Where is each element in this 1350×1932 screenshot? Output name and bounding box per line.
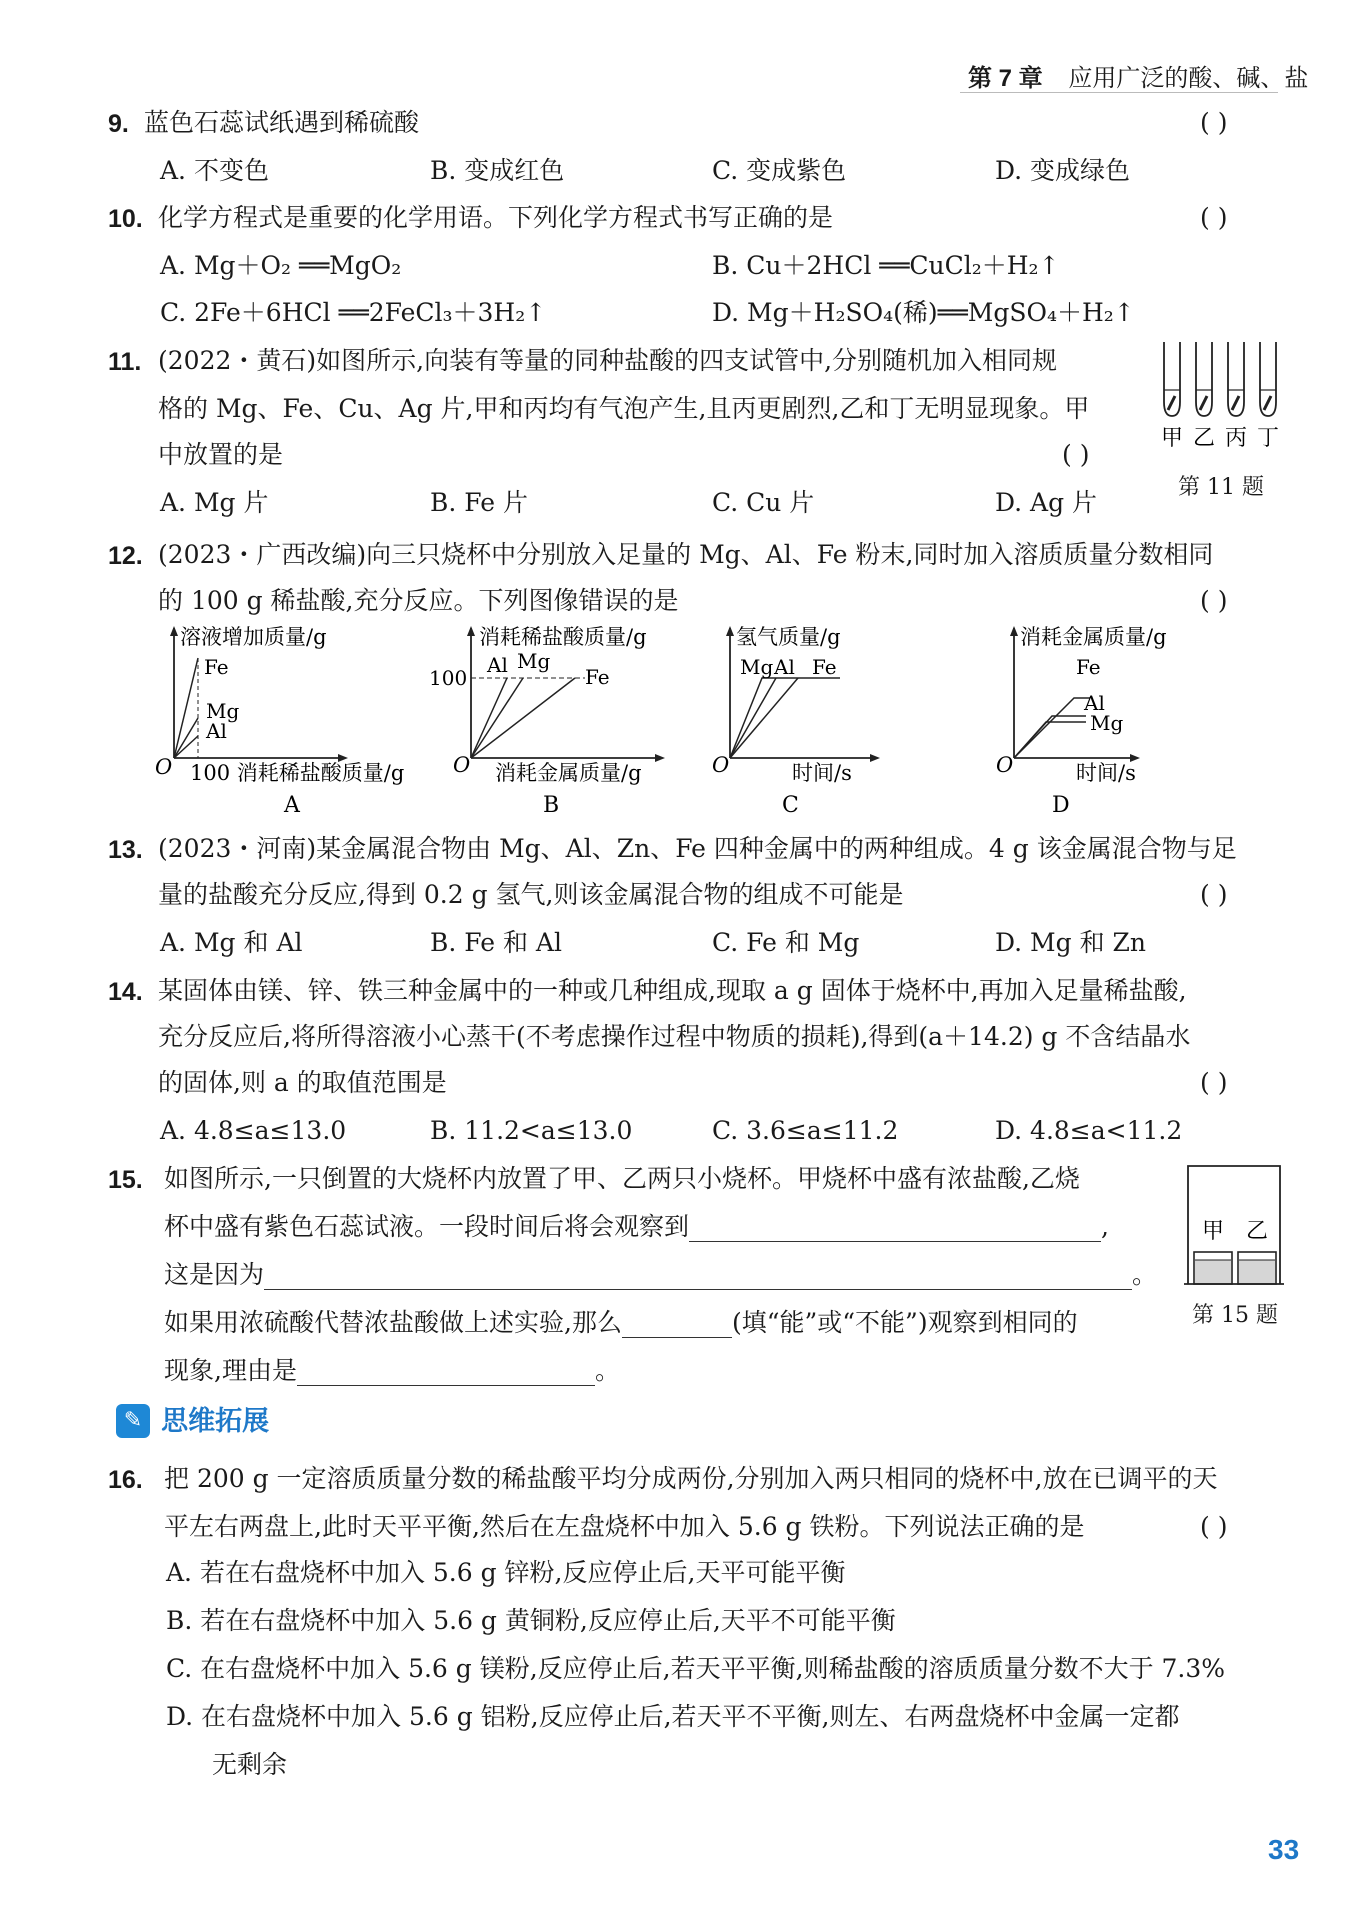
q14-line3: 的固体,则 a 的取值范围是 <box>158 1068 447 1097</box>
q16-option-d: D. 在右盘烧杯中加入 5.6 g 铝粉,反应停止后,若天平不平衡,则左、右两盘烧杯中金属一定都 <box>166 1702 1180 1731</box>
test-tube-1 <box>1164 342 1180 416</box>
q13-answer-paren: ( ) <box>1200 880 1228 909</box>
q10-option-a: A. Mg＋O₂ ══MgO₂ <box>160 251 402 280</box>
graph-c-series-fe: Fe <box>812 655 837 679</box>
q16-option-c: C. 在右盘烧杯中加入 5.6 g 镁粉,反应停止后,若天平平衡,则稀盐酸的溶质质量分数不大于 7.3% <box>166 1654 1226 1683</box>
q9-option-b: B. 变成红色 <box>430 156 565 185</box>
graph-c-series-al: Al <box>774 655 795 679</box>
q9-answer-paren: ( ) <box>1200 108 1228 137</box>
header-rule <box>960 92 1278 93</box>
q15-line2-row <box>164 1212 1109 1242</box>
graph-d-series-mg: Mg <box>1090 711 1124 735</box>
q15-line3: 这是因为 <box>164 1260 265 1289</box>
small-beaker-yi <box>1238 1252 1276 1284</box>
q15-line3-row <box>164 1260 1157 1290</box>
q15-line5-end: 。 <box>594 1356 620 1385</box>
q16-option-a: A. 若在右盘烧杯中加入 5.6 g 锌粉,反应停止后,天平可能平衡 <box>166 1558 846 1587</box>
q14-answer-paren: ( ) <box>1200 1068 1228 1097</box>
tube-label-yi: 乙 <box>1193 426 1216 451</box>
graph-d-ylabel: 消耗金属质量/g <box>1020 625 1167 649</box>
q14-option-c: C. 3.6≤a≤11.2 <box>712 1116 899 1145</box>
test-tube-2 <box>1196 342 1212 416</box>
graph-b-ytick: 100 <box>429 666 468 690</box>
q15-can-cannot-blank[interactable] <box>622 1313 732 1338</box>
q10-option-c: C. 2Fe＋6HCl ══2FeCl₃＋3H₂↑ <box>160 298 547 327</box>
q14-option-a: A. 4.8≤a≤13.0 <box>160 1116 347 1145</box>
pencil-icon: ✎ <box>116 1404 150 1438</box>
q9-option-a: A. 不变色 <box>160 156 269 185</box>
q15-line4-row <box>164 1308 1078 1338</box>
q12-graph-a <box>150 622 440 822</box>
small-beaker-jia <box>1194 1252 1232 1284</box>
section-title: 思维拓展 <box>161 1406 270 1436</box>
q9-number: 9. <box>108 110 129 138</box>
graph-c-series-mg: Mg <box>740 655 774 679</box>
q15-line3-end: 。 <box>1132 1260 1158 1289</box>
graph-a-series-fe: Fe <box>204 655 229 679</box>
q15-observation-blank[interactable] <box>689 1217 1101 1242</box>
q12-line1: (2023・广西改编)向三只烧杯中分别放入足量的 Mg、Al、Fe 粉末,同时加入溶质质量分数相同 <box>158 540 1214 569</box>
q11-option-d: D. Ag 片 <box>995 488 1098 517</box>
graph-d-xlabel: 时间/s <box>1076 761 1136 785</box>
q10-answer-paren: ( ) <box>1200 203 1228 232</box>
q14-line2: 充分反应后,将所得溶液小心蒸干(不考虑操作过程中物质的损耗),得到(a＋14.2) g 不含结晶水 <box>158 1022 1191 1051</box>
q11-line2: 格的 Mg、Fe、Cu、Ag 片,甲和丙均有气泡产生,且丙更剧烈,乙和丁无明显现象。甲 <box>158 394 1090 423</box>
q10-option-d: D. Mg＋H₂SO₄(稀)══MgSO₄＋H₂↑ <box>712 298 1135 327</box>
graph-b-letter: B <box>543 793 560 818</box>
q12-graph-c <box>700 622 920 822</box>
graph-a-series-mg: Mg <box>206 699 240 723</box>
q16-line2: 平左右两盘上,此时天平平衡,然后在左盘烧杯中加入 5.6 g 铁粉。下列说法正确的是 <box>164 1512 1085 1541</box>
q11-test-tubes-figure <box>1160 340 1290 465</box>
q11-option-b: B. Fe 片 <box>430 488 528 517</box>
q16-answer-paren: ( ) <box>1200 1512 1228 1541</box>
graph-b-series-al: Al <box>487 653 508 677</box>
q13-line1: (2023・河南)某金属混合物由 Mg、Al、Zn、Fe 四种金属中的两种组成。4 g 该金属混合物与足 <box>158 834 1237 863</box>
q9-option-d: D. 变成绿色 <box>995 156 1131 185</box>
q15-number: 15. <box>108 1166 143 1194</box>
test-tube-3 <box>1228 342 1244 416</box>
q13-option-c: C. Fe 和 Mg <box>712 928 860 957</box>
q15-line4b: (填“能”或“不能”)观察到相同的 <box>731 1308 1078 1337</box>
q10-number: 10. <box>108 205 143 233</box>
q14-number: 14. <box>108 978 143 1006</box>
q12-line2: 的 100 g 稀盐酸,充分反应。下列图像错误的是 <box>158 586 679 615</box>
q16-option-b: B. 若在右盘烧杯中加入 5.6 g 黄铜粉,反应停止后,天平不可能平衡 <box>166 1606 896 1635</box>
graph-b-origin: O <box>453 753 471 777</box>
q15-line5-row <box>164 1356 620 1386</box>
q14-option-d: D. 4.8≤a<11.2 <box>995 1116 1183 1145</box>
q11-line3: 中放置的是 <box>158 440 284 469</box>
q10-option-b: B. Cu＋2HCl ══CuCl₂＋H₂↑ <box>712 251 1060 280</box>
beaker-label-yi: 乙 <box>1246 1219 1269 1244</box>
graph-a-ylabel: 溶液增加质量/g <box>180 625 327 649</box>
graph-a-series-al: Al <box>206 719 227 743</box>
graph-d-series-fe: Fe <box>1076 655 1101 679</box>
q11-number: 11. <box>108 348 142 376</box>
q14-option-b: B. 11.2<a≤13.0 <box>430 1116 633 1145</box>
q15-figure-caption: 第 15 题 <box>1192 1303 1278 1328</box>
graph-d-origin: O <box>996 753 1014 777</box>
q15-line2-end: , <box>1101 1212 1109 1241</box>
graph-c-ylabel: 氢气质量/g <box>736 625 841 649</box>
graph-b-series-mg: Mg <box>517 649 551 673</box>
graph-d-series-al: Al <box>1084 691 1105 715</box>
tube-label-jia: 甲 <box>1161 426 1184 451</box>
chapter-title: 应用广泛的酸、碱、盐 <box>1068 64 1309 92</box>
tube-label-bing: 丙 <box>1225 426 1248 451</box>
graph-c-origin: O <box>712 753 730 777</box>
chapter-number: 第 7 章 <box>968 65 1043 92</box>
q13-number: 13. <box>108 836 143 864</box>
graph-c-letter: C <box>782 793 799 818</box>
graph-d-letter: D <box>1052 793 1070 818</box>
q15-explanation-blank[interactable] <box>297 1361 595 1386</box>
graph-a-origin: O <box>155 755 173 779</box>
q16-option-d-continued: 无剩余 <box>212 1750 288 1779</box>
q11-option-a: A. Mg 片 <box>160 488 269 517</box>
q13-option-b: B. Fe 和 Al <box>430 928 562 957</box>
q13-option-a: A. Mg 和 Al <box>160 928 303 957</box>
tube-label-ding: 丁 <box>1257 426 1280 451</box>
q11-figure-caption: 第 11 题 <box>1178 475 1264 500</box>
graph-a-letter: A <box>284 793 300 818</box>
q16-line1: 把 200 g 一定溶质质量分数的稀盐酸平均分成两份,分别加入两只相同的烧杯中,放在已调平的天 <box>164 1464 1218 1493</box>
page-number: 33 <box>1268 1834 1300 1865</box>
q10-stem: 化学方程式是重要的化学用语。下列化学方程式书写正确的是 <box>158 203 834 232</box>
q11-answer-paren: ( ) <box>1062 440 1090 469</box>
q14-line1: 某固体由镁、锌、铁三种金属中的一种或几种组成,现取 a g 固体于烧杯中,再加入足量稀盐酸, <box>158 976 1187 1005</box>
graph-b-series-fe: Fe <box>585 665 610 689</box>
graph-b-ylabel: 消耗稀盐酸质量/g <box>479 625 647 649</box>
q9-stem: 蓝色石蕊试纸遇到稀硫酸 <box>144 108 420 137</box>
q13-option-d: D. Mg 和 Zn <box>995 928 1147 957</box>
beaker-label-jia: 甲 <box>1202 1219 1225 1244</box>
q15-line1: 如图所示,一只倒置的大烧杯内放置了甲、乙两只小烧杯。甲烧杯中盛有浓盐酸,乙烧 <box>164 1164 1080 1193</box>
q9-option-c: C. 变成紫色 <box>712 156 847 185</box>
test-tube-4 <box>1260 342 1276 416</box>
graph-a-xlabel: 100 消耗稀盐酸质量/g <box>190 761 405 785</box>
q12-number: 12. <box>108 542 143 570</box>
q13-line2: 量的盐酸充分反应,得到 0.2 g 氢气,则该金属混合物的组成不可能是 <box>158 880 904 909</box>
section-header <box>116 1404 269 1438</box>
q15-line4a: 如果用浓硫酸代替浓盐酸做上述实验,那么 <box>164 1308 622 1337</box>
q15-reason-blank[interactable] <box>264 1265 1132 1290</box>
chapter-header <box>968 58 1308 93</box>
q12-answer-paren: ( ) <box>1200 586 1228 615</box>
graph-b-xlabel: 消耗金属质量/g <box>495 761 642 785</box>
q16-number: 16. <box>108 1466 143 1494</box>
q12-graph-b <box>425 622 685 822</box>
q15-line2: 杯中盛有紫色石蕊试液。一段时间后将会观察到 <box>164 1212 690 1241</box>
q15-line5: 现象,理由是 <box>164 1356 297 1385</box>
q12-graph-d <box>990 622 1220 822</box>
graph-c-xlabel: 时间/s <box>792 761 852 785</box>
q11-option-c: C. Cu 片 <box>712 488 815 517</box>
q11-line1: (2022・黄石)如图所示,向装有等量的同种盐酸的四支试管中,分别随机加入相同规 <box>158 346 1058 375</box>
q15-beaker-figure <box>1184 1160 1284 1290</box>
